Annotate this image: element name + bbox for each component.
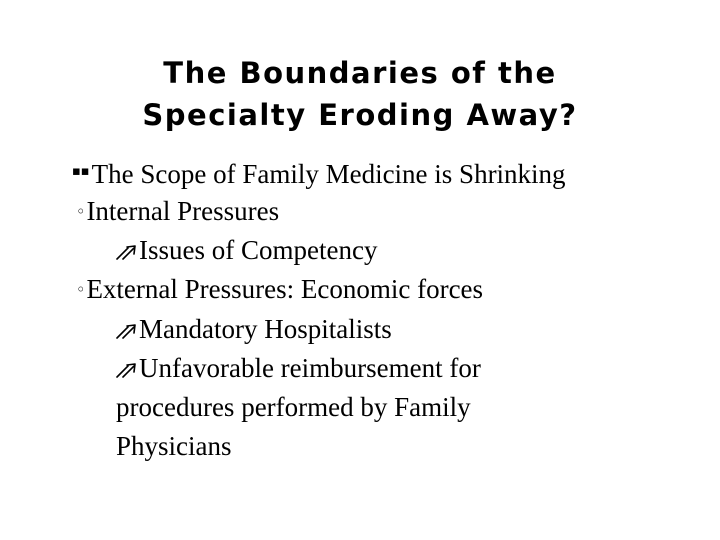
bullet-text: Physicians xyxy=(116,431,232,461)
bullet-item xyxy=(76,270,483,310)
bullet-text: Internal Pressures xyxy=(86,196,280,226)
bullet-item xyxy=(76,192,279,232)
bullet-text: Unfavorable reimbursement for xyxy=(139,353,481,383)
bullet-item xyxy=(116,310,392,350)
bullet-text: The Scope of Family Medicine is Shrinking xyxy=(91,159,566,189)
square-bullet-icon: ▪▪ xyxy=(72,164,90,179)
circle-bullet-icon: ◦ xyxy=(76,202,86,221)
arrow-bullet-icon xyxy=(116,321,138,339)
slide-title-line-1: The Boundaries of the xyxy=(163,56,557,90)
arrow-bullet-icon xyxy=(116,242,138,260)
circle-bullet-icon: ◦ xyxy=(76,280,86,299)
bullet-text: External Pressures: Economic forces xyxy=(86,274,484,304)
bullet-item xyxy=(116,231,377,271)
bullet-text: procedures performed by Family xyxy=(116,392,471,422)
bullet-continuation xyxy=(116,388,471,428)
bullet-text: Issues of Competency xyxy=(139,235,378,265)
arrow-bullet-icon xyxy=(116,360,138,378)
slide-title-line-2: Specialty Eroding Away? xyxy=(142,98,578,132)
bullet-item xyxy=(72,152,566,195)
slide-title xyxy=(60,52,660,136)
bullet-text: Mandatory Hospitalists xyxy=(139,314,392,344)
bullet-continuation xyxy=(116,427,232,467)
bullet-item xyxy=(116,349,481,389)
